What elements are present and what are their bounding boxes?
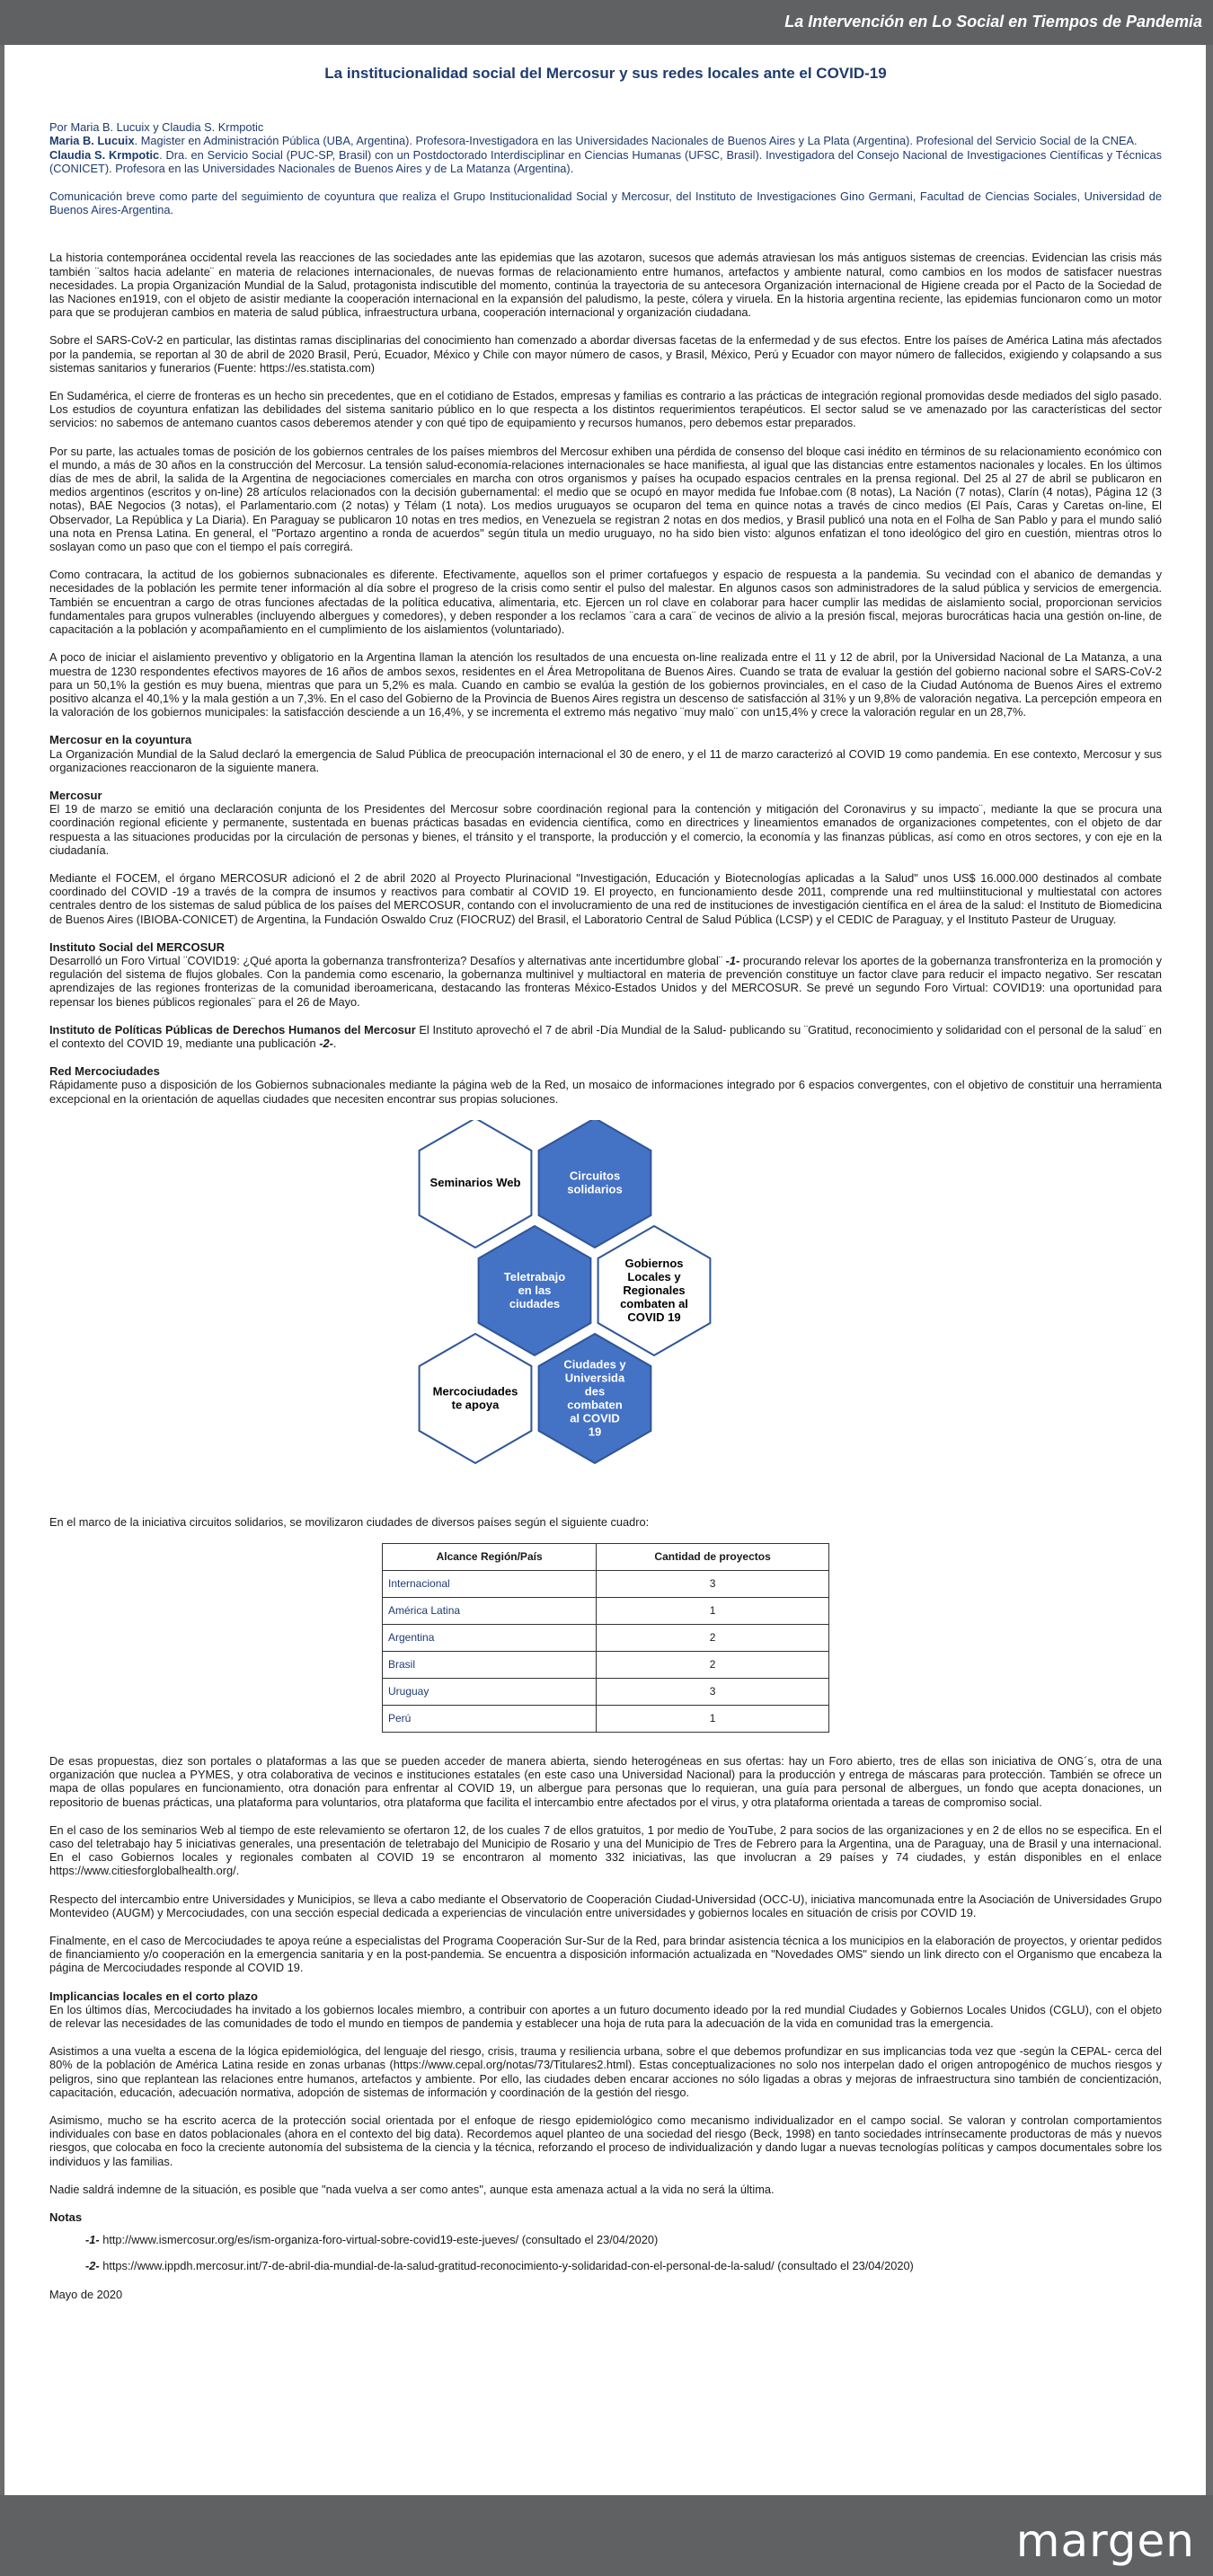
table-cell-count: 2 (597, 1624, 829, 1651)
author2-bio: . Dra. en Servicio Social (PUC-SP, Brasil) con un Postdoctorado Interdisciplinar en Ciencias Humanas (UFSC, Brasil). Investigadora del Consejo Nacional de Investigaciones Científicas y Técnicas (CONICET). Profesora en las Universidades Nacionales de Buenos Aires y de La Matanza (Argentina). (49, 147, 1162, 175)
hexagon-label: combaten (567, 1398, 623, 1412)
note-item (85, 2233, 1162, 2246)
hexagon-1 (420, 1120, 532, 1248)
heading-ippdh: Instituto de Políticas Públicas de Derechos Humanos del Mercosur (49, 1022, 416, 1037)
hexagon-2 (539, 1120, 651, 1248)
hexagon-label: Seminarios Web (429, 1175, 521, 1189)
table-cell-count: 1 (597, 1597, 829, 1624)
note-ref-1[interactable]: -1- (725, 953, 740, 967)
hexagon-4 (598, 1226, 711, 1355)
paragraph-15: En el caso de los seminarios Web al tiempo de este relevamiento se ofertaron 12, de los cuales 7 de ellos gratuitos, 1 por medio de YouTube, 2 para socios de las organizaciones y en 2 de ellos no se especifica. En el caso del teletrabajo hay 5 iniciativas generales, una presentación de teletrabajo del Municipio de Rosario y una del Municipio de Tres de Febrero para la Argentina, una de Paraguay, una de Brasil y una internacional. En el caso Gobiernos locales y regionales combaten al COVID 19 se encontraron al momento 332 iniciativas, las que involucran a 29 países y 74 ciudades, y están disponibles en el enlace https://www.citiesforglobalhealth.org/. (49, 1822, 1162, 1878)
table-header-row (383, 1543, 829, 1570)
table-cell-region: Argentina (383, 1624, 597, 1651)
margen-logo: margen (1015, 2515, 1195, 2567)
paragraph-13: En el marco de la iniciativa circuitos solidarios, se movilizaron ciudades de diversos países según el siguiente cuadro: (49, 1514, 650, 1529)
hexagon-label: Regionales (623, 1283, 686, 1297)
paragraph-5: Como contracara, la actitud de los gobiernos subnacionales es diferente. Efectivamente, aquellos son el primer cortafuegos y espacio de respuesta a la pandemia. Su vecindad con el abanico de demandas y necesidades de la población les permite tener información al día sobre el progreso de la crisis como sentir el pulso del malestar. En algunos casos son administradores de la salud pública y servicios de emergencia. También se encuentran a cargo de otras funciones afectadas de la política educativa, alimentaria, etc. Ejercen un rol clave en colaborar para hacer cumplir las medidas de aislamiento social, proporcionan servicios fundamentales para grupos vulnerables (incluyendo albergues y comedores), y deben responder a los reclamos ¨cara a cara¨ de vecinos de alivio a la presión fiscal, mejoras burocráticas hacia una gestión on-line, de capacitación a la población y acompañamiento en el cumplimiento de los aislamientos (voluntariado). (49, 568, 1162, 637)
hexagon-label: Locales y (627, 1269, 681, 1284)
hexagon-label: en las (518, 1283, 552, 1297)
paragraph-7: La Organización Mundial de la Salud declaró la emergencia de Salud Pública de preocupación internacional el 30 de enero, y el 11 de marzo caracterizó al COVID 19 como pandemia. En ese contexto, Mercosur y sus organizaciones reaccionaron de la siguiente manera. (49, 746, 1162, 774)
hexagon-diagram (412, 1120, 727, 1479)
table-row (383, 1651, 829, 1678)
hexagon-3 (479, 1226, 591, 1355)
paragraph-12: Rápidamente puso a disposición de los Gobiernos subnacionales mediante la página web de la Red, un mosaico de informaciones integrado por 6 espacios convergentes, con el objetivo de constituir una herramienta excepcional en la orientación de aquellas ciudades que necesiten encontrar sus propias soluciones. (49, 1078, 1162, 1106)
table-cell-region: Perú (383, 1705, 597, 1732)
table-cell-region: Uruguay (383, 1678, 597, 1705)
hexagon-label: Ciudades y (563, 1357, 626, 1372)
hexagon-label: Mercociudades (432, 1384, 518, 1398)
hexagon-label: te apoya (451, 1398, 500, 1412)
heading-mercosur: Mercosur (49, 788, 102, 802)
heading-ism: Instituto Social del MERCOSUR (49, 940, 226, 954)
table-row (383, 1624, 829, 1651)
paragraph-11 (49, 1023, 1162, 1050)
section-title: La Intervención en Lo Social en Tiempos de Pandemia (784, 13, 1202, 31)
note-ref-2[interactable]: -2- (319, 1036, 333, 1050)
table-cell-count: 2 (597, 1651, 829, 1678)
note-link[interactable]: https://www.ippdh.mercosur.int/7-de-abril-dia-mundial-de-la-salud-gratitud-reconocimiento-y-solidaridad-con-el-personal-de-la-salud/ (consultado el 23/04/2020) (99, 2259, 914, 2273)
heading-implicancias: Implicancias locales en el corto plazo (49, 1989, 258, 2003)
hexagon-label: al COVID (570, 1411, 620, 1425)
author1 (49, 134, 1162, 147)
author1-name: Maria B. Lucuix (49, 134, 135, 148)
hexagon-6 (539, 1334, 651, 1463)
article-content (49, 66, 1162, 2316)
author2-name: Claudia S. Krmpotic (49, 147, 160, 162)
byline: Por Maria B. Lucuix y Claudia S. Krmpotic (49, 120, 264, 135)
paragraph-21: Nadie saldrá indemne de la situación, es posible que "nada vuelva a ser como antes", aunque esta amenaza actual a la vida no será la última. (49, 2182, 775, 2196)
paragraph-3: En Sudamérica, el cierre de fronteras es un hecho sin precedentes, que en el cotidiano de Estados, empresas y familias es contrario a las prácticas de integración regional promovidas desde mediados del siglo pasado. Los estudios de coyuntura enfatizan las debilidades del sistema sanitario público en lo que respecta a los distintos requerimientos terapéuticos. El sector salud se ve amenazado por las características del sector servicios: no sabemos de antemano cuantos casos deberemos atender y con qué tipo de equipamiento y recursos humanos, pero debemos estar preparados. (49, 389, 1162, 430)
table-row (383, 1678, 829, 1705)
paragraph-19: Asistimos a una vuelta a escena de la lógica epidemiológica, del lenguaje del riesgo, crisis, trauma y resiliencia urbana, sobre el que debemos profundizar en sus implicancias toda vez que -según la CEPAL- cerca del 80% de la población de América Latina reside en zonas urbanas (https://www.cepal.org/notas/73/Titulares2.html). Estas conceptualizaciones no solo nos interpelan dado el origen antropogénico de muchos riesgos y peligros, sino que replantean las relaciones entre humanos, artefactos y ambiente. Por ello, las ciudades deben encarar acciones no sólo ligadas a obras y mejoras de infraestructura sino también de concientización, capacitación, educación, adecuación normativa, adopción de sistemas de información y coordinación de la gestión del riesgo. (49, 2044, 1162, 2099)
table-cell-region: Internacional (383, 1570, 597, 1597)
table-cell-count: 1 (597, 1705, 829, 1732)
note-item (85, 2259, 1162, 2272)
hexagon-5 (420, 1334, 532, 1463)
paragraph-1: La historia contemporánea occidental revela las reacciones de las sociedades ante las epidemias que las azotaron, sucesos que además atraviesan los más antiguos sistemas de creencias. Evidencian las crisis más también ¨saltos hacia adelante¨ en materia de relaciones internacionales, de nuevas formas de relacionamiento entre humanos, artefactos y ambiente natural, como cambios en los modos de satisfacer nuestras necesidades. La propia Organización Mundial de la Salud, protagonista indiscutible del momento, continúa la trayectoria de su antecesora Organización internacional de Higiene creada por el Pacto de la Sociedad de las Naciones en1919, con el objeto de asistir mediante la cooperación internacional en la expansión del paludismo, la peste, cólera y viruela. En la historia argentina reciente, las epidemias funcionaron como un motor para que se produjeran cambios en materia de salud pública, infraestructura urbana, cooperación internacional y organización ciudadana. (49, 251, 1162, 320)
projects-table (382, 1543, 829, 1733)
header-bar (0, 0, 1213, 45)
article-title: La institucionalidad social del Mercosur y sus redes locales ante el COVID-19 (324, 65, 887, 82)
paragraph-20: Asimismo, mucho se ha escrito acerca de la protección social orientada por el enfoque de riesgo epidemiológico como mecanismo individualizador en el campo social. Se valoran y controlan comportamientos individuales con base en datos poblacionales (ahora en el contexto del big data). Recordemos aquel planteo de una sociedad del riesgo (Beck, 1998) en tanto sociedades intrínsecamente productoras de más y nuevos riesgos, que colocaba en foco la creciente autonomía del subsistema de la ciencia y la técnica, reforzando el proceso de individualización y dando lugar a nuevas tecnologías políticas y campos documentales sobre los individuos y las familias. (49, 2113, 1162, 2168)
paragraph-17: Finalmente, en el caso de Mercociudades te apoya reúne a especialistas del Programa Cooperación Sur-Sur de la Red, para brindar asistencia técnica a los municipios en la elaboración de proyectos, y orientar pedidos de financiamiento y/o cooperación en la emergencia sanitaria y en la post-pandemia. Se encuentra a disposición información actualizada en "Novedades OMS" siendo un link directo con el Organismo que encabeza la página de Mercociudades responde al COVID 19. (49, 1934, 1162, 1975)
author2 (49, 148, 1162, 175)
author1-bio: . Magister en Administración Pública (UBA, Argentina). Profesora-Investigadora en las Universidades Nacionales de Buenos Aires y La Plata (Argentina). Profesional del Servicio Social de la CNEA. (134, 134, 1138, 148)
authors-block (49, 120, 1162, 175)
paragraph-10 (49, 954, 1162, 1009)
note-number: -1- (85, 2233, 100, 2247)
table-header-region: Alcance Región/País (383, 1543, 597, 1570)
hexagon-label: Gobiernos (624, 1256, 684, 1270)
table-cell-region: América Latina (383, 1597, 597, 1624)
paragraph-10-text-a: Desarrolló un Foro Virtual ¨COVID19: ¿Qué aporta la gobernanza transfronteriza? Desafíos y alternativas ante incertidumbre global¨ (49, 953, 726, 967)
table-row (383, 1597, 829, 1624)
hexagon-label: COVID 19 (627, 1310, 681, 1324)
table-cell-count: 3 (597, 1678, 829, 1705)
footer-bar (0, 2495, 1213, 2576)
table-header-count: Cantidad de proyectos (597, 1543, 829, 1570)
hexagon-label: 19 (588, 1425, 602, 1439)
table-cell-region: Brasil (383, 1651, 597, 1678)
hexagon-label: Teletrabajo (503, 1269, 566, 1284)
paragraph-16: Respecto del intercambio entre Universidades y Municipios, se lleva a cabo mediante el Observatorio de Cooperación Ciudad-Universidad (OCC-U), iniciativa mancomunada entre la Asociación de Universidades Grupo Montevideo (AUGM) y Mercociudades, con una sección especial dedicada a experiencias de vinculación entre universidades y gobiernos locales en situación de crisis por COVID 19. (49, 1892, 1162, 1919)
table-row (383, 1570, 829, 1597)
paragraph-8: El 19 de marzo se emitió una declaración conjunta de los Presidentes del Mercosur sobre coordinación regional para la contención y mitigación del Coronavirus y su impacto¨, mediante la que se procura una coordinación regional eficiente y permanente, sustentada en buenas prácticas basadas en evidencia científica, como en directrices y lineamientos emanados de organizaciones competentes, con el objeto de dar respuesta a las situaciones producidas por la circulación de personas y bienes, el tránsito y el transporte, la producción y el comercio, la economía y las finanzas públicas, así como en otros sectores, y con eje en la ciudadanía. (49, 802, 1162, 857)
hexagon-label: ciudades (509, 1296, 561, 1310)
hexagon-label: solidarios (567, 1182, 623, 1196)
notes-list (49, 2233, 1162, 2272)
hexagon-svg (412, 1120, 727, 1479)
heading-notas: Notas (49, 2210, 83, 2225)
heading-coyuntura: Mercosur en la coyuntura (49, 733, 192, 747)
paragraph-10-text-b: procurando relevar los aportes de la gobernanza transfronteriza en la promoción y regulación del sistema de flujos globales. Con la pandemia como escenario, la gobernanza multinivel y multiactoral en materia de prevención constituye un factor clave para reducir el impacto negativo. Ser rescatan aprendizajes de las regiones fronterizas de la comunidad iberoamericana, destacando las fronteras México-Estados Unidos y del MERCOSUR. Se prevé un segundo Foro Virtual: COVID19: una oportunidad para repensar los bienes públicos regionales¨ para el 26 de Mayo. (49, 953, 1162, 1009)
hexagon-label: Circuitos (569, 1169, 621, 1183)
intro-paragraph: Comunicación breve como parte del seguimiento de coyuntura que realiza el Grupo Institucionalidad Social y Mercosur, del Instituto de Investigaciones Gino Germani, Facultad de Ciencias Sociales, Universidad de Buenos Aires-Argentina. (49, 190, 1162, 217)
paragraph-11-text-b: . (332, 1036, 337, 1050)
table-row (383, 1705, 829, 1732)
note-number: -2- (85, 2259, 100, 2273)
paragraph-18: En los últimos días, Mercociudades ha invitado a los gobiernos locales miembro, a contribuir con aportes a un futuro documento ideado por la red mundial Ciudades y Gobiernos Locales Unidos (CGLU), con el objeto de relevar las necesidades de las comunidades de todo el mundo en tiempos de pandemia y establecer una hoja de ruta para la adecuación de la vida en comunidad tras la emergencia. (49, 2002, 1162, 2031)
article-date: Mayo de 2020 (49, 2287, 123, 2301)
paragraph-14: De esas propuestas, diez son portales o plataformas a las que se pueden acceder de manera abierta, siendo heterogéneas en sus ofertas: hay un Foro abierto, tres de ellas son iniciativa de ONG´s, otra de una organización que nuclea a PYMES, y otra colaborativa de vecinos e instituciones estatales (en este caso una Universidad Nacional) para la producción y entrega de máscaras para protección. También se ofrece un mapa de ollas populares en funcionamiento, otra donación para enfrentar al COVID 19, un albergue para personas que lo requieran, una guía para personal de albergues, un fondo que acepta donaciones, un repositorio de buenas prácticas, una plataforma para voluntarios, otra plataforma que facilita el intercambio entre afectados por el virus, y otra plataforma orientada a tareas de compromiso social. (49, 1753, 1162, 1809)
paragraph-6: A poco de iniciar el aislamiento preventivo y obligatorio en la Argentina llaman la atención los resultados de una encuesta on-line realizada entre el 11 y 12 de abril, por la Universidad Nacional de La Matanza, a una muestra de 1230 respondentes efectivos mayores de 16 años de ambos sexos, residentes en el Área Metropolitana de Buenos Aires. Cuando se trata de evaluar la gestión del gobierno nacional sobre el SARS-CoV-2 para un 50,1% la gestión es muy buena, mientras que para un 5,2% es mala. Cuando en cambio se evalúa la gestión de los gobiernos provinciales, en el caso de la Ciudad Autónoma de Buenos Aires el extremo positivo alcanza el 40,1% y la mala gestión a un 7,3%. En el caso del Gobierno de la Provincia de Buenos Aires registra un descenso de satisfacción al 31% y un 9,8% de valoración negativa. La percepción empeora en la valoración de los gobiernos municipales: la satisfacción desciende a un 16,4%, y se incrementa el extremo más negativo ¨muy malo¨ con un15,4% y crece la valoración regular en un 28,7%. (49, 650, 1162, 719)
article-page (4, 45, 1206, 2495)
heading-red: Red Mercociudades (49, 1064, 160, 1079)
paragraph-9: Mediante el FOCEM, el órgano MERCOSUR adicionó el 2 de abril 2020 al Proyecto Plurinacional "Investigación, Educación y Biotecnologías aplicadas a la Salud" unos US$ 16.000.000 destinados al combate coordinado del COVID -19 a través de la compra de insumos y reactivos para combatir al COVID 19. El proyecto, en funcionamiento desde 2011, comprende una red multiinstitucional y multiestatal con actores centrales dentro de los sistemas de salud pública de los países del MERCOSUR, contando con el involucramiento de una red de instituciones de investigación científica en el área de la salud: el Instituto de Biomedicina de Buenos Aires (IBIOBA-CONICET) de Argentina, la Fundación Oswaldo Cruz (FIOCRUZ) del Brasil, el Laboratorio Central de Salud Pública (LCSP) y el CEDIC de Paraguay, y el Instituto Pasteur de Uruguay. (49, 870, 1162, 926)
hexagon-label: combaten al (620, 1296, 688, 1310)
table-cell-count: 3 (597, 1570, 829, 1597)
paragraph-2: Sobre el SARS-CoV-2 en particular, las distintas ramas disciplinarias del conocimiento han comenzado a abordar diversas facetas de la enfermedad y de sus efectos. Entre los países de América Latina más afectados por la pandemia, se reportan al 30 de abril de 2020 Brasil, Perú, Ecuador, México y Chile con mayor número de casos, y Brasil, México, Perú y Ecuador con mayor número de fallecidos, exigiendo y colapsando a sus sistemas sanitarios y funerarios (Fuente: https://es.statista.com) (49, 333, 1162, 375)
paragraph-11-text-a: El Instituto aprovechó el 7 de abril -Día Mundial de la Salud- publicando su ¨Gratitud, reconocimiento y solidaridad con el personal de la salud¨ en el contexto del COVID 19, mediante una publicación (49, 1022, 1162, 1050)
hexagon-label: des (584, 1384, 606, 1398)
paragraph-4: Por su parte, las actuales tomas de posición de los gobiernos centrales de los países miembros del Mercosur exhiben una pérdida de consenso del bloque casi inédito en términos de su relacionamiento económico con el mundo, a más de 30 años en la construcción del Mercosur. La tensión salud-economía-relaciones internacionales se hace manifiesta, al igual que las distancias entre estamentos nacionales y locales. En los últimos días de mes de abril, la salida de la Argentina de negociaciones comerciales en marcha con otros organismos y países ha ocupado espacios centrales en la prensa regional. Del 25 al 27 de abril se publicaron en medios argentinos (escritos y on-line) 28 artículos relacionados con la decisión gubernamental: el medio que se ocupó en mayor medida fue Infobae.com (8 notas), La Nación (7 notas), Clarín (4 notas), Página 12 (3 notas), BAE Negocios (3 notas), el Parlamentario.com (2 notas) y Télam (1 nota). Los medios uruguayos se ocuparon del tema en quince notas a través de cinco medios (El País, Caras y Caretas on-line, El Observador, La República y La Diaria). En Paraguay se publicaron 10 notas en tres medios, en Venezuela se registran 2 notas en dos medios, y Brasil publicó una nota en el Folha de San Pablo y para el mundo salió una nota en Prensa Latina. En general, el "Portazo argentino a ronda de acuerdos" según titula un medio uruguayo, no ha sido bien visto: algunos enfatizan el tono ideológico del giro en cuestión, mientras otros lo soslayan como un paso que con el tiempo el país corregirá. (49, 444, 1162, 554)
note-link[interactable]: http://www.ismercosur.org/es/ism-organiza-foro-virtual-sobre-covid19-este-jueves/ (consultado el 23/04/2020) (99, 2233, 659, 2247)
hexagon-label: Universida (564, 1371, 625, 1385)
